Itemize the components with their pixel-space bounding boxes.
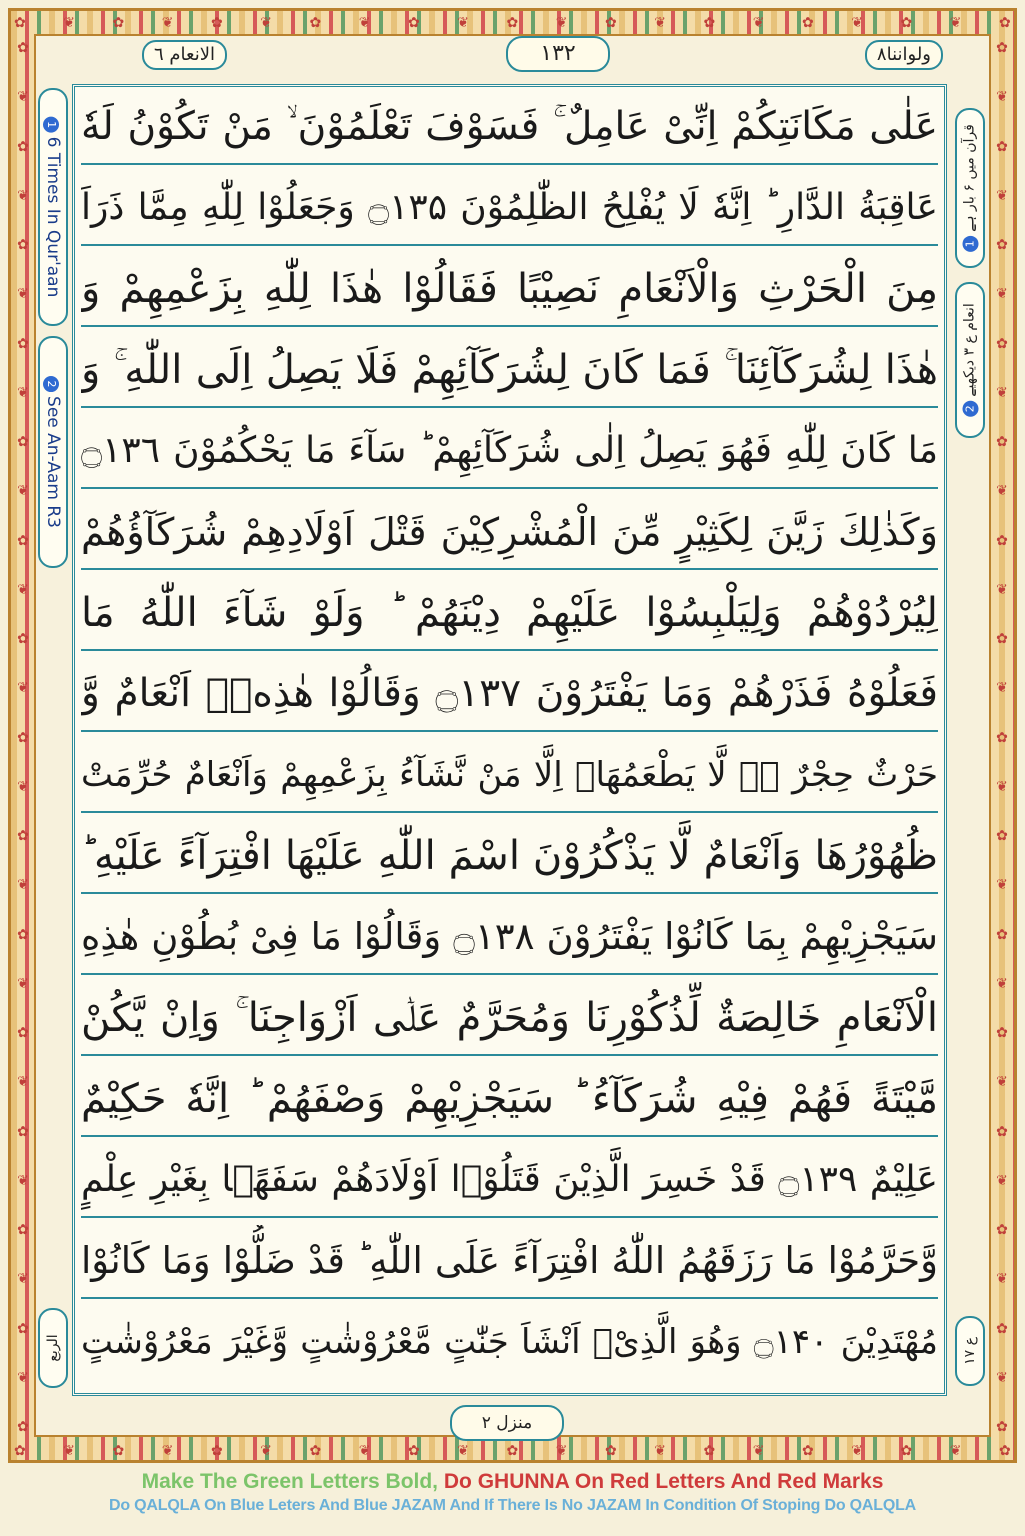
note-badge-icon: 2 [43,376,59,392]
verse-line-5: مَا كَانَ لِلّٰهِ فَهُوَ يَصِلُ اِلٰى شُرَكَآئِهِمْ ؕ سَآءَ مَا يَحْكُمُوْنَ ۝۱۳٦ [81,415,938,489]
footer-instructions-1 [0,1470,1025,1494]
right-note-1-text [962,124,979,252]
verse-line-13: مَّيْتَةً فَهُمْ فِيْهِ شُرَكَآءُ ؕ سَيَجْزِيْهِمْ وَصْفَهُمْ ؕ اِنَّهٗ حَكِيْمٌ [81,1063,938,1137]
right-ruku-marker [955,1316,985,1386]
left-note-2-label: See An-Aam R3 [43,396,63,528]
right-note-1-label: قرآن میں ۶ بار ہے [961,124,978,232]
verse-text-frame [72,84,947,1396]
border-flowers-left: ✿ ❦ ✿ ❦ ✿ ❦ ✿ ❦ ✿ ❦ ✿ ❦ ✿ ❦ ✿ ❦ ✿ ❦ ✿ ❦ ✿ ❦ ✿ ❦ ✿ ❦ ✿ ❦ ✿ [17,40,29,1435]
verse-line-8: فَعَلُوْهُ فَذَرْهُمْ وَمَا يَفْتَرُوْنَ ۝۱۳۷ وَقَالُوْا هٰذِهٖۤ اَنْعَامٌ وَّ [81,658,938,732]
border-flowers-top: ✿ ❦ ✿ ❦ ✿ ❦ ✿ ❦ ✿ ❦ ✿ ❦ ✿ ❦ ✿ ❦ ✿ ❦ ✿ ❦ ✿ [14,15,1011,31]
verse-line-12: الْاَنْعَامِ خَالِصَةٌ لِّذُكُوْرِنَا وَمُحَرَّمٌ عَلٰۤى اَزْوَاجِنَا ۚ وَاِنْ يَّكُنْ [81,982,938,1056]
verse-line-11: سَيَجْزِيْهِمْ بِمَا كَانُوْا يَفْتَرُوْنَ ۝۱۳۸ وَقَالُوْا مَا فِىْ بُطُوْنِ هٰذِهِ [81,901,938,975]
verse-line-16: مُهْتَدِيْنَ ۝۱۴۰ وَهُوَ الَّذِىْۤ اَنْشَاَ جَنّٰتٍ مَّعْرُوْشٰتٍ وَّغَيْرَ مَعْرُوْشٰتٍ [81,1322,938,1362]
right-note-1 [955,108,985,268]
verse-line-4: هٰذَا لِشُرَكَآئِنَا ۚ فَمَا كَانَ لِشُرَكَآئِهِمْ فَلَا يَصِلُ اِلَى اللّٰهِ ۚ وَ [81,334,938,408]
page-number: ۱۳۲ [506,36,610,72]
page-header [36,36,989,72]
right-note-2-text [962,303,979,416]
surah-name: الانعام ٦ [142,40,227,70]
verse-line-6: وَكَذٰلِكَ زَيَّنَ لِكَثِيْرٍ مِّنَ الْمُشْرِكِيْنَ قَتْلَ اَوْلَادِهِمْ شُرَكَآؤُهُمْ [81,496,938,570]
footer-instructions-2: Do QALQLA On Blue Leters And Blue JAZAM And If There Is No JAZAM In Condition Of Stoping Do QALQLA [108,1497,917,1514]
left-note-2 [38,336,68,568]
verse-line-1: عَلٰى مَكَانَتِكُمْ اِنِّىْ عَامِلٌ ۚ فَسَوْفَ تَعْلَمُوْنَ ۙ مَنْ تَكُوْنُ لَهٗ [81,91,938,165]
verse-line-7: لِيُرْدُوْهُمْ وَلِيَلْبِسُوْا عَلَيْهِمْ دِيْنَهُمْ ؕ وَلَوْ شَآءَ اللّٰهُ مَا [81,577,938,651]
verse-line-9: حَرْثٌ حِجْرٌ ۖۗ لَّا يَطْعَمُهَاۤ اِلَّا مَنْ نَّشَآءُ بِزَعْمِهِمْ وَاَنْعَامٌ حُرِّمَتْ [81,739,938,813]
left-note-1-label: 6 Times In Qur'aan [43,136,63,298]
right-ruku-text: ع ۱۷ [962,1337,978,1365]
verse-line-15: وَّحَرَّمُوْا مَا رَزَقَهُمُ اللّٰهُ افْتِرَآءً عَلَى اللّٰهِ ؕ قَدْ ضَلُّوْا وَمَا كَانُوْا [81,1225,938,1299]
left-ruku-marker [38,1308,68,1388]
note-badge-icon: 1 [43,117,59,133]
juz-name: ولواننا۸ [865,40,943,70]
left-note-1-text [43,117,63,298]
manzil-label: منزل ٢ [450,1405,564,1441]
note-badge-icon: 1 [963,236,979,252]
border-flowers-right: ✿ ❦ ✿ ❦ ✿ ❦ ✿ ❦ ✿ ❦ ✿ ❦ ✿ ❦ ✿ ❦ ✿ ❦ ✿ ❦ ✿ ❦ ✿ ❦ ✿ ❦ ✿ ❦ ✿ [996,40,1008,1435]
verse-line-3: مِنَ الْحَرْثِ وَالْاَنْعَامِ نَصِيْبًا فَقَالُوْا هٰذَا لِلّٰهِ بِزَعْمِهِمْ وَ [81,253,938,327]
right-note-2 [955,282,985,438]
border-flowers-bottom: ✿ ❦ ✿ ❦ ✿ ❦ ✿ ❦ ✿ ❦ ✿ ❦ ✿ ❦ ✿ ❦ ✿ ❦ ✿ ❦ ✿ [14,1443,1011,1459]
verse-line-14: عَلِيْمٌ ۝۱۳۹ قَدْ خَسِرَ الَّذِيْنَ قَتَلُوْۤا اَوْلَادَهُمْ سَفَهًۢا بِغَيْرِ عِلْمٍ [81,1144,938,1218]
left-note-1 [38,88,68,326]
verse-line-10: ظُهُوْرُهَا وَاَنْعَامٌ لَّا يَذْكُرُوْنَ اسْمَ اللّٰهِ عَلَيْهَا افْتِرَآءً عَلَيْهِ ؕ [81,820,938,894]
green-instruction: Make The Green Letters Bold, [141,1470,439,1493]
red-instruction: Do GHUNNA On Red Letters And Red Marks [443,1470,884,1493]
left-ruku-text: الربع [45,1334,61,1362]
note-badge-icon: 2 [963,401,979,417]
right-note-2-label: انعام ع ۳ دیکھیے [961,303,978,397]
verse-line-2: عَاقِبَةُ الدَّارِ ؕ اِنَّهٗ لَا يُفْلِحُ الظّٰلِمُوْنَ ۝۱۳۵ وَجَعَلُوْا لِلّٰهِ مِمَّا ذَرَاَ [81,172,938,246]
left-note-2-text [43,376,63,528]
